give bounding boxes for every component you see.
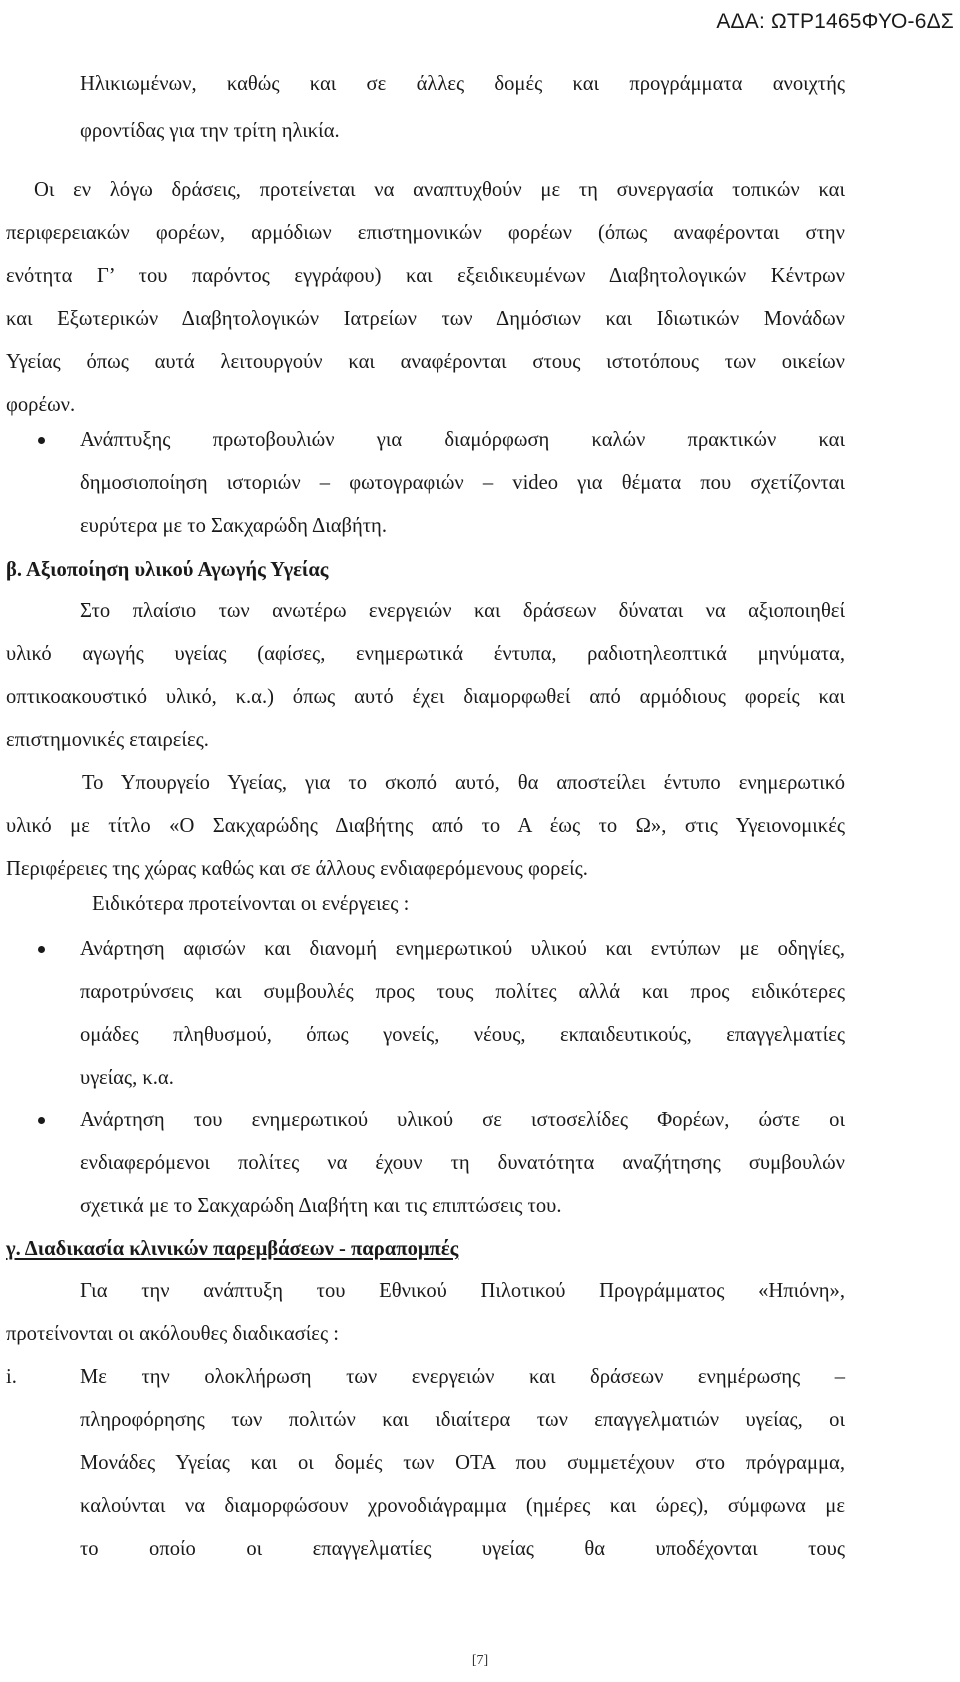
list-item-text: Με την ολοκλήρωση των ενεργειών και δράσεων ενημέρωσης – bbox=[80, 1366, 845, 1388]
page-number: [7] bbox=[471, 1653, 489, 1668]
text-line: Οι εν λόγω δράσεις, προτείνεται να αναπτυχθούν με τη συνεργασία τοπικών και bbox=[34, 179, 845, 201]
text-line: Για την ανάπτυξη του Εθνικού Πιλοτικού Προγράμματος «Ηπιόνη», bbox=[80, 1280, 845, 1302]
text-line: επιστημονικές εταιρείες. bbox=[6, 729, 209, 751]
list-item-text: ομάδες πληθυσμού, όπως γονείς, νέους, εκπαιδευτικούς, επαγγελματίες bbox=[80, 1024, 845, 1046]
list-item-text: Ανάπτυξης πρωτοβουλιών για διαμόρφωση καλών πρακτικών και bbox=[80, 429, 845, 451]
list-item-text: ενδιαφερόμενοι πολίτες να έχουν τη δυνατότητα αναζήτησης συμβουλών bbox=[80, 1152, 845, 1174]
list-item-text: ευρύτερα με το Σακχαρώδη Διαβήτη. bbox=[80, 515, 387, 537]
text-line: προτείνονται οι ακόλουθες διαδικασίες : bbox=[6, 1323, 339, 1345]
text-line: Περιφέρειες της χώρας καθώς και σε άλλους ενδιαφερόμενους φορείς. bbox=[6, 858, 588, 880]
text-line: Υγείας όπως αυτά λειτουργούν και αναφέρονται στους ιστοτόπους των οικείων bbox=[6, 351, 845, 373]
section-heading-c: γ. Διαδικασία κλινικών παρεμβάσεων - παραπομπές bbox=[6, 1238, 459, 1260]
text-line: Ειδικότερα προτείνονται οι ενέργειες : bbox=[92, 893, 410, 915]
bullet-icon bbox=[38, 437, 45, 444]
list-item-text: Ανάρτηση αφισών και διανομή ενημερωτικού υλικού και εντύπων με οδηγίες, bbox=[80, 938, 845, 960]
list-item-text: δημοσιοποίηση ιστοριών – φωτογραφιών – video για θέματα που σχετίζονται bbox=[80, 472, 845, 494]
text-line: Το Υπουργείο Υγείας, για το σκοπό αυτό, θα αποστείλει έντυπο ενημερωτικό bbox=[82, 772, 845, 794]
section-heading-b: β. Αξιοποίηση υλικού Αγωγής Υγείας bbox=[6, 559, 329, 581]
list-number: i. bbox=[6, 1366, 17, 1388]
list-item-text: το οποίο οι επαγγελματίες υγείας θα υποδέχονται τους bbox=[80, 1538, 845, 1560]
list-item-text: Ανάρτηση του ενημερωτικού υλικού σε ιστοσελίδες Φορέων, ώστε οι bbox=[80, 1109, 845, 1131]
text-line: Ηλικιωμένων, καθώς και σε άλλες δομές και προγράμματα ανοιχτής bbox=[80, 73, 845, 95]
text-line: Στο πλαίσιο των ανωτέρω ενεργειών και δράσεων δύναται να αξιοποιηθεί bbox=[80, 600, 845, 622]
list-item-text: υγείας, κ.α. bbox=[80, 1067, 174, 1089]
text-line: φορέων. bbox=[6, 394, 76, 416]
text-line: οπτικοακουστικό υλικό, κ.α.) όπως αυτό έχει διαμορφωθεί από αρμόδιους φορείς και bbox=[6, 686, 845, 708]
text-line: υλικό με τίτλο «Ο Σακχαρώδης Διαβήτης από το Α έως το Ω», στις Υγειονομικές bbox=[6, 815, 845, 837]
text-line: υλικό αγωγής υγείας (αφίσες, ενημερωτικά έντυπα, ραδιοτηλεοπτικά μηνύματα, bbox=[6, 643, 845, 665]
list-item-text: Μονάδες Υγείας και οι δομές των ΟΤΑ που συμμετέχουν στο πρόγραμμα, bbox=[80, 1452, 845, 1474]
text-line: φροντίδας για την τρίτη ηλικία. bbox=[80, 120, 340, 142]
text-line: ενότητα Γ’ του παρόντος εγγράφου) και εξειδικευμένων Διαβητολογικών Κέντρων bbox=[6, 265, 845, 287]
list-item-text: καλούνται να διαμορφώσουν χρονοδιάγραμμα (ημέρες και ώρες), σύμφωνα με bbox=[80, 1495, 845, 1517]
text-line: και Εξωτερικών Διαβητολογικών Ιατρείων των Δημόσιων και Ιδιωτικών Μονάδων bbox=[6, 308, 845, 330]
bullet-icon bbox=[38, 946, 45, 953]
document-id-header: ΑΔΑ: ΩΤΡ1465ΦΥΟ-6ΔΣ bbox=[716, 10, 954, 33]
list-item-text: σχετικά με το Σακχαρώδη Διαβήτη και τις επιπτώσεις του. bbox=[80, 1195, 562, 1217]
bullet-icon bbox=[38, 1117, 45, 1124]
text-line: περιφερειακών φορέων, αρμόδιων επιστημονικών φορέων (όπως αναφέρονται στην bbox=[6, 222, 845, 244]
list-item-text: παροτρύνσεις και συμβουλές προς τους πολίτες αλλά και προς ειδικότερες bbox=[80, 981, 845, 1003]
list-item-text: πληροφόρησης των πολιτών και ιδιαίτερα των επαγγελματιών υγείας, οι bbox=[80, 1409, 845, 1431]
